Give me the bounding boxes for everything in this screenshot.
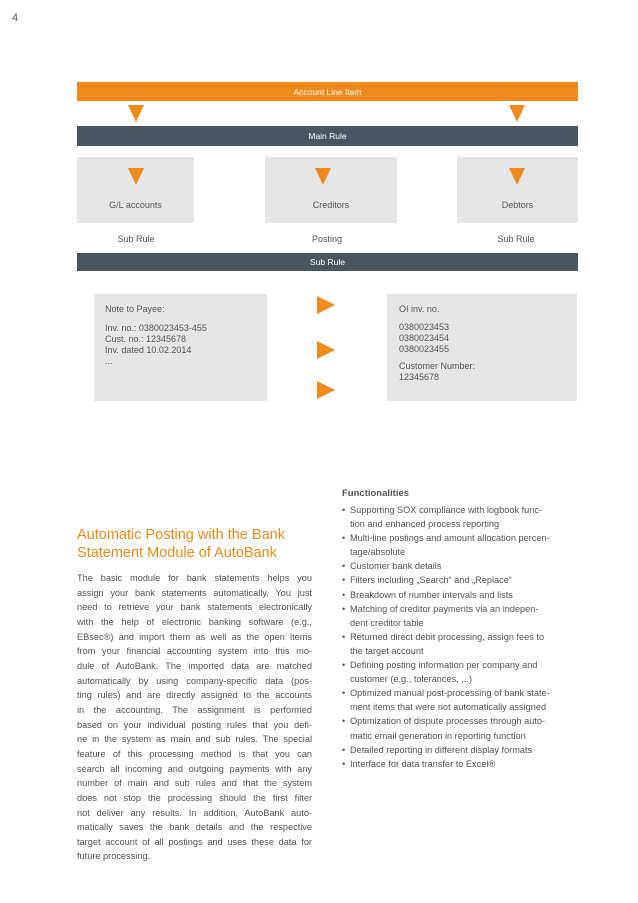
functionalities-list <box>342 503 582 771</box>
functionality-item <box>342 658 582 686</box>
body-line: EBsec®) and import them as well as the open items <box>77 631 312 642</box>
functionality-line: Filters including „Search“ and „Replace“ <box>350 575 512 586</box>
functionality-item <box>342 588 582 602</box>
arrow-right-icon <box>317 341 335 359</box>
bullet-icon: • <box>342 660 346 671</box>
heading-line: Statement Module of AutoBank <box>77 545 277 561</box>
invoice-number: 0380023455 <box>399 344 450 354</box>
bullet-icon: • <box>342 575 346 586</box>
note-line: Inv. no.: 0380023453-455 <box>105 323 207 333</box>
functionality-line: Interface for data transfer to Excel® <box>350 758 496 769</box>
functionality-line: tage/absolute <box>350 547 406 558</box>
creditors-box <box>265 157 397 223</box>
body-line: number of main and sub rules and that the system <box>77 778 312 789</box>
arrow-down-icon <box>128 105 144 122</box>
functionality-line: Customer bank details <box>350 561 442 572</box>
note-title: Note to Payee: <box>105 304 165 314</box>
customer-number-value: 12345678 <box>399 372 440 382</box>
functionality-line: dent creditor table <box>350 617 424 628</box>
bullet-icon: • <box>342 505 346 515</box>
note-line: ... <box>105 356 113 366</box>
arrow-down-icon <box>509 105 525 122</box>
functionality-item <box>342 743 582 757</box>
heading-line: Automatic Posting with the Bank <box>77 527 285 543</box>
arrow-down-icon <box>509 168 525 185</box>
bullet-icon: • <box>342 561 346 572</box>
note-to-payee-box <box>94 294 267 401</box>
body-line: need to retrieve your bank statements electronically <box>77 602 312 613</box>
functionality-line: Returned direct debit processing, assign fees to <box>350 631 545 642</box>
body-line: not deliver any results. In addition, AutoBank auto- <box>77 807 312 818</box>
functionality-line: Defining posting information per company and <box>350 660 538 671</box>
arrow-right-icon <box>317 381 335 399</box>
bullet-icon: • <box>342 589 346 600</box>
functionality-item <box>342 602 582 630</box>
posting-label: Posting <box>311 234 343 244</box>
functionality-item <box>342 503 582 531</box>
functionality-item <box>342 531 582 559</box>
body-line: ting rules) and are directly assigned to the accounts <box>77 690 312 701</box>
functionality-line: ment items that were not automatically assigned <box>350 702 547 713</box>
functionality-item <box>342 573 582 587</box>
functionality-line: tion and enhanced process reporting <box>350 519 500 530</box>
arrow-down-icon <box>315 168 331 185</box>
bullet-icon: • <box>342 631 346 642</box>
bullet-icon: • <box>342 744 346 755</box>
functionality-line: Multi-line postings and amount allocation percen- <box>350 533 550 544</box>
sub-rule-label: Sub Rule <box>497 234 535 244</box>
bullet-icon: • <box>342 758 346 769</box>
functionality-line: Optimization of dispute processes through auto- <box>350 716 546 727</box>
functionality-item <box>342 686 582 714</box>
body-line: The basic module for bank statements helps you <box>77 573 312 583</box>
functionality-line: Breakdown of number intervals and lists <box>350 589 513 600</box>
body-line: search all incoming and outgoing payments with any <box>77 763 312 774</box>
arrow-down-icon <box>128 168 144 185</box>
functionality-item <box>342 757 582 771</box>
open-items-title: OI inv. no. <box>399 304 440 314</box>
sub-rule-bar: Sub Rule <box>77 253 578 271</box>
body-line: with the help of electronic banking software (e.g., <box>77 616 312 627</box>
functionality-line: Detailed reporting in different display formats <box>350 744 533 755</box>
sub-rule-label: Sub Rule <box>117 234 155 244</box>
functionality-item <box>342 630 582 658</box>
invoice-number: 0380023454 <box>399 333 450 343</box>
open-items-box <box>387 294 577 401</box>
body-line: based on your individual posting rules that you defi- <box>77 719 312 730</box>
customer-number-label: Customer Number: <box>399 361 476 371</box>
box-label: G/L accounts <box>109 200 162 210</box>
bullet-icon: • <box>342 688 346 699</box>
body-line: assign your bank statements automatically. You just <box>77 587 312 598</box>
functionality-line: Matching of creditor payments via an indepen- <box>350 603 539 614</box>
functionality-line: the target account <box>350 645 424 656</box>
functionality-item <box>342 714 582 742</box>
body-line: matically saves the bank details and the respective <box>77 822 312 833</box>
functionality-line: Optimized manual post-processing of bank state- <box>350 688 550 699</box>
article-body <box>77 571 312 864</box>
debtors-box <box>457 157 578 223</box>
body-line: dule of AutoBank. The imported data are matched <box>77 660 312 671</box>
functionality-line: customer (e.g., tolerances, ...) <box>350 674 473 685</box>
functionality-line: Supporting SOX compliance with logbook func- <box>350 505 543 515</box>
body-line: in the accounting. The assignment is performed <box>77 704 312 715</box>
arrow-right-icon <box>317 296 335 314</box>
box-label: Creditors <box>312 200 350 210</box>
page-number: 4 <box>12 12 19 24</box>
article-heading <box>77 526 317 562</box>
note-line: Inv. dated 10.02.2014 <box>105 345 192 355</box>
note-line: Cust. no.: 12345678 <box>105 334 187 344</box>
main-rule-bar: Main Rule <box>77 126 578 146</box>
body-line: feature of this processing method is that you can <box>77 748 312 759</box>
body-line: ne in the system as main and sub rules. The special <box>77 734 312 745</box>
functionalities-title: Functionalities <box>342 488 410 499</box>
invoice-number: 0380023453 <box>399 322 450 332</box>
bullet-icon: • <box>342 603 346 614</box>
bullet-icon: • <box>342 533 346 544</box>
gl-accounts-box <box>77 157 194 223</box>
account-line-item-bar: Account Line Item <box>77 82 578 101</box>
body-line: does not stop the processing should the first filter <box>77 792 312 803</box>
functionality-item <box>342 559 582 573</box>
body-line: future processing. <box>77 851 151 862</box>
functionality-line: matic email generation in reporting function <box>350 730 526 741</box>
body-line: from your financial accounting system into this mo- <box>77 646 312 657</box>
bullet-icon: • <box>342 716 346 727</box>
body-line: target account of all postings and uses these data for <box>77 836 312 847</box>
body-line: automatically by using company-specific data (pos- <box>77 675 312 686</box>
box-label: Debtors <box>501 200 534 210</box>
